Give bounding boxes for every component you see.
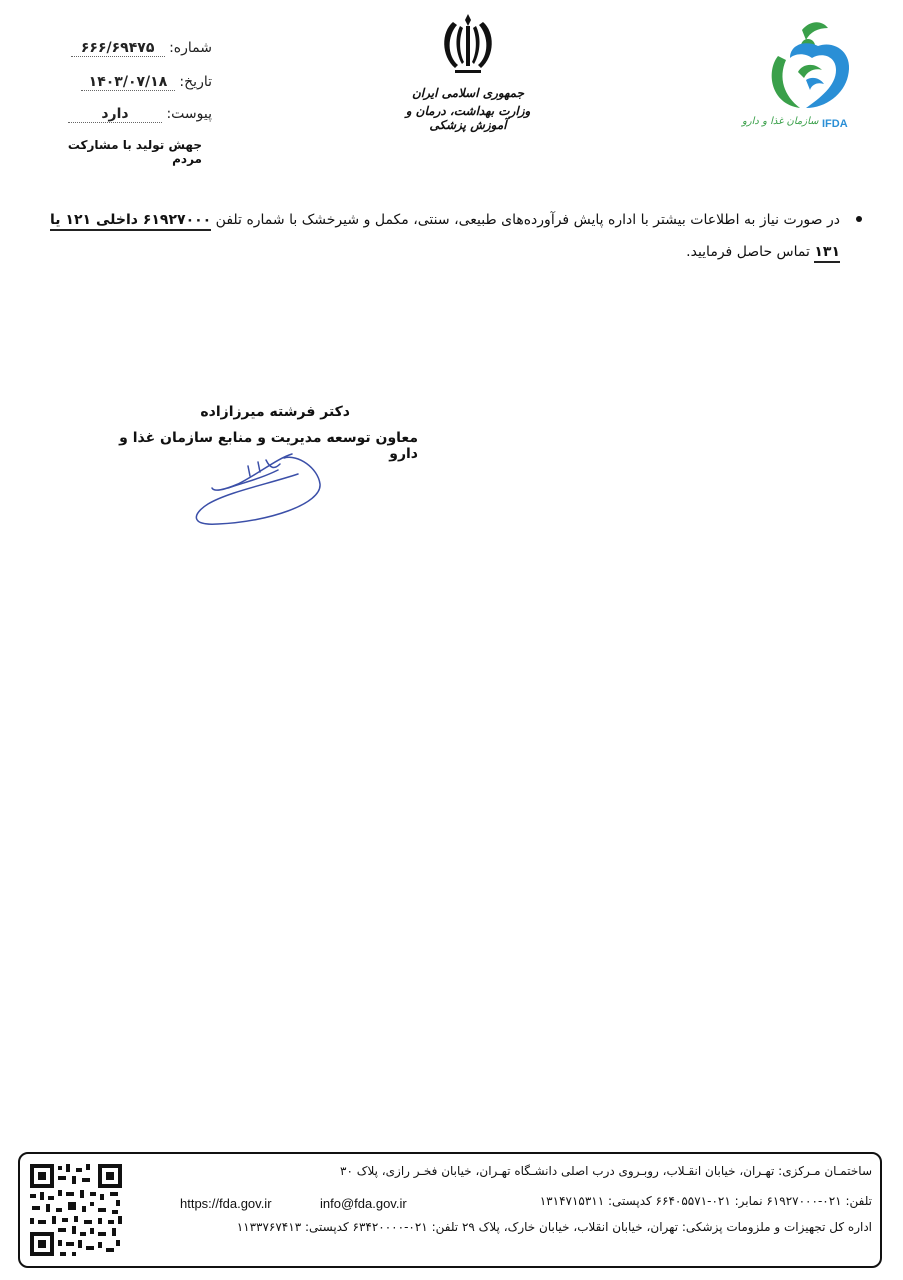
letter-date-label: تاریخ: bbox=[179, 74, 212, 90]
ifda-logo bbox=[740, 16, 870, 136]
letter-date bbox=[50, 74, 212, 91]
footer-address: ساختمـان مـرکزی: تهـران، خیابان انقـلاب، روبـروی درب اصلی دانشـگاه تهـران، خیابان فخـر رازی، پلاک ۳۰ bbox=[340, 1164, 872, 1178]
handwritten-signature-icon bbox=[188, 444, 328, 528]
letter-number-label: شماره: bbox=[169, 40, 212, 56]
letter-attachment-label: پیوست: bbox=[166, 106, 212, 122]
body-paragraph bbox=[50, 204, 840, 268]
iran-emblem-icon bbox=[433, 12, 503, 80]
footer-box bbox=[18, 1152, 882, 1268]
body-text-before: در صورت نیاز به اطلاعات بیشتر با اداره پایش فرآورده‌های طبیعی، سنتی، مکمل و شیرخشک با شماره تلفن bbox=[211, 212, 841, 228]
bullet-icon bbox=[856, 216, 862, 222]
body-phone-extension: ۶۱۹۲۷۰۰۰ داخلی ۱۲۱ یا ۱۳۱ bbox=[50, 212, 840, 263]
emblem-country-name: جمهوری اسلامی ایران bbox=[411, 86, 525, 100]
letter-number bbox=[50, 40, 212, 57]
letter-number-value: ۶۶۶/۶۹۴۷۵ bbox=[71, 40, 165, 57]
letter-attachment bbox=[50, 106, 212, 123]
footer-website-link[interactable]: https://fda.gov.ir bbox=[180, 1196, 272, 1211]
ministry-header bbox=[388, 12, 548, 132]
footer-contact: تلفن: ۰۲۱-۶۱۹۲۷۰۰۰ نمابر: ۰۲۱-۶۶۴۰۵۵۷۱ کدپستی: ۱۳۱۴۷۱۵۳۱۱ bbox=[539, 1194, 872, 1208]
slogan: جهش تولید با مشارکت مردم bbox=[67, 138, 202, 166]
ifda-name-fa: سازمان غذا و دارو bbox=[742, 116, 819, 127]
signatory-name: دکتر فرشته میرزازاده bbox=[200, 404, 350, 420]
qr-code-icon bbox=[28, 1162, 124, 1258]
footer-email-link[interactable]: info@fda.gov.ir bbox=[320, 1196, 407, 1211]
signatory-title: معاون توسعه مدیریت و منابع سازمان غذا و دارو bbox=[119, 430, 418, 462]
letter-attachment-value: دارد bbox=[68, 106, 162, 123]
emblem-ministry-name: وزارت بهداشت، درمان و آموزش پزشکی bbox=[405, 104, 531, 132]
ifda-name-en: IFDA bbox=[822, 118, 848, 130]
ifda-logo-icon bbox=[740, 16, 870, 116]
footer-device-office: اداره کل تجهیزات و ملزومات پزشکی: تهران، خیابان انقلاب، خیابان خارک، پلاک ۲۹ تلفن: ۰۲۱-۶۳۴۲۰۰۰۰ کدپستی: ۱۱۳۳۷۶۷۴۱۳ bbox=[236, 1220, 872, 1234]
body-text-after: تماس حاصل فرمایید. bbox=[686, 244, 815, 260]
letter-date-value: ۱۴۰۳/۰۷/۱۸ bbox=[81, 74, 175, 91]
